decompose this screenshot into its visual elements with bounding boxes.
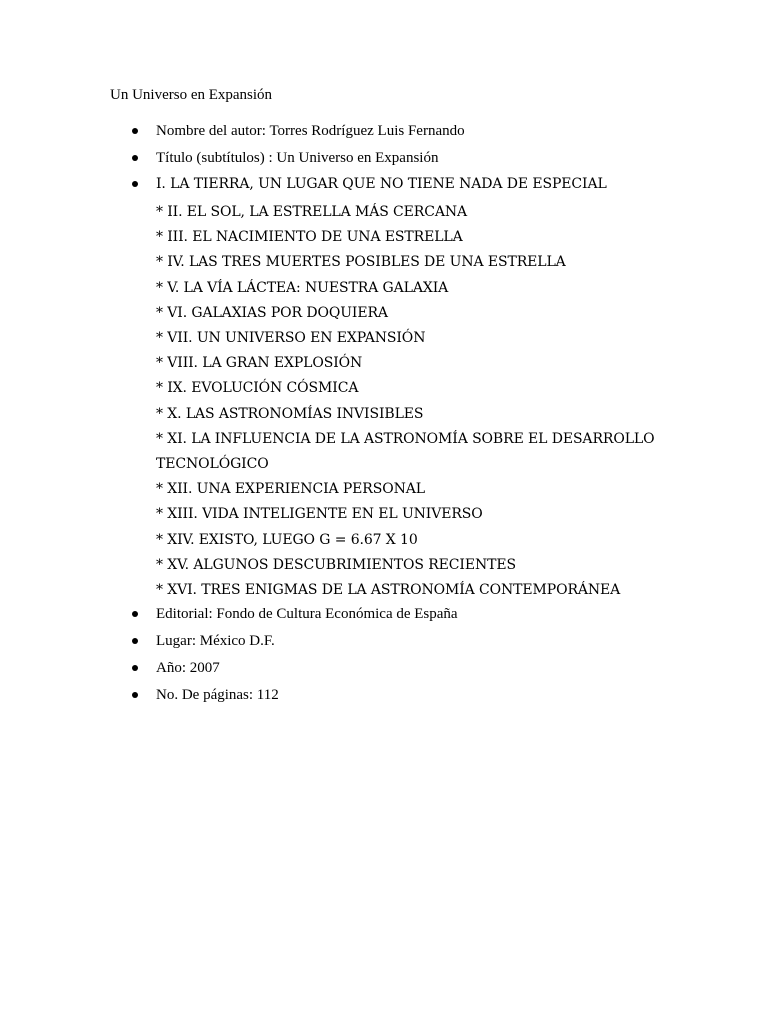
pages-text: No. De páginas: 112 xyxy=(156,687,279,703)
list-item-year xyxy=(110,658,710,678)
chapter-item: * X. LAS ASTRONOMÍAS INVISIBLES xyxy=(156,405,424,422)
bullet-icon xyxy=(132,181,138,187)
list-item-first-chapter xyxy=(110,174,710,194)
subtitle-text: Título (subtítulos) : Un Universo en Expansión xyxy=(156,150,439,166)
chapter-item: * XV. ALGUNOS DESCUBRIMIENTOS RECIENTES xyxy=(156,556,516,573)
bullet-icon xyxy=(132,665,138,671)
bullet-icon xyxy=(132,611,138,617)
place-text: Lugar: México D.F. xyxy=(156,633,275,649)
chapter-item: * II. EL SOL, LA ESTRELLA MÁS CERCANA xyxy=(156,204,468,220)
bullet-icon xyxy=(132,692,138,698)
first-chapter-text: I. LA TIERRA, UN LUGAR QUE NO TIENE NADA DE ESPECIAL xyxy=(156,176,607,192)
list-item-publisher xyxy=(110,604,710,624)
bullet-icon xyxy=(132,638,138,644)
chapter-item: * XIII. VIDA INTELIGENTE EN EL UNIVERSO xyxy=(156,506,483,523)
list-item-author xyxy=(110,121,710,141)
chapter-item: * IX. EVOLUCIÓN CÓSMICA xyxy=(156,380,359,397)
chapter-list xyxy=(156,200,676,603)
author-text: Nombre del autor: Torres Rodríguez Luis Fernando xyxy=(156,123,465,139)
chapter-item: * III. EL NACIMIENTO DE UNA ESTRELLA xyxy=(156,229,463,246)
bullet-icon xyxy=(132,128,138,134)
chapter-item: * VI. GALAXIAS POR DOQUIERA xyxy=(156,304,388,321)
list-item-subtitle xyxy=(110,148,710,168)
document-title: Un Universo en Expansión xyxy=(110,87,273,103)
bullet-icon xyxy=(132,155,138,161)
chapter-item: * V. LA VÍA LÁCTEA: NUESTRA GALAXIA xyxy=(156,279,449,296)
chapter-item: * IV. LAS TRES MUERTES POSIBLES DE UNA ESTRELLA xyxy=(156,254,566,271)
chapter-item: * XVI. TRES ENIGMAS DE LA ASTRONOMÍA CONTEMPORÁNEA xyxy=(156,582,621,599)
publisher-text: Editorial: Fondo de Cultura Económica de España xyxy=(156,606,458,622)
chapter-item: * VII. UN UNIVERSO EN EXPANSIÓN xyxy=(156,330,426,347)
list-item-place xyxy=(110,631,710,651)
chapter-item: * XI. LA INFLUENCIA DE LA ASTRONOMÍA SOBRE EL DESARROLLO TECNOLÓGICO xyxy=(156,430,655,473)
chapter-item: * VIII. LA GRAN EXPLOSIÓN xyxy=(156,355,363,372)
year-text: Año: 2007 xyxy=(156,660,220,676)
chapter-item: * XII. UNA EXPERIENCIA PERSONAL xyxy=(156,481,425,498)
list-item-pages xyxy=(110,685,710,705)
chapter-item: * XIV. EXISTO, LUEGO G = 6.67 X 10 xyxy=(156,531,418,548)
